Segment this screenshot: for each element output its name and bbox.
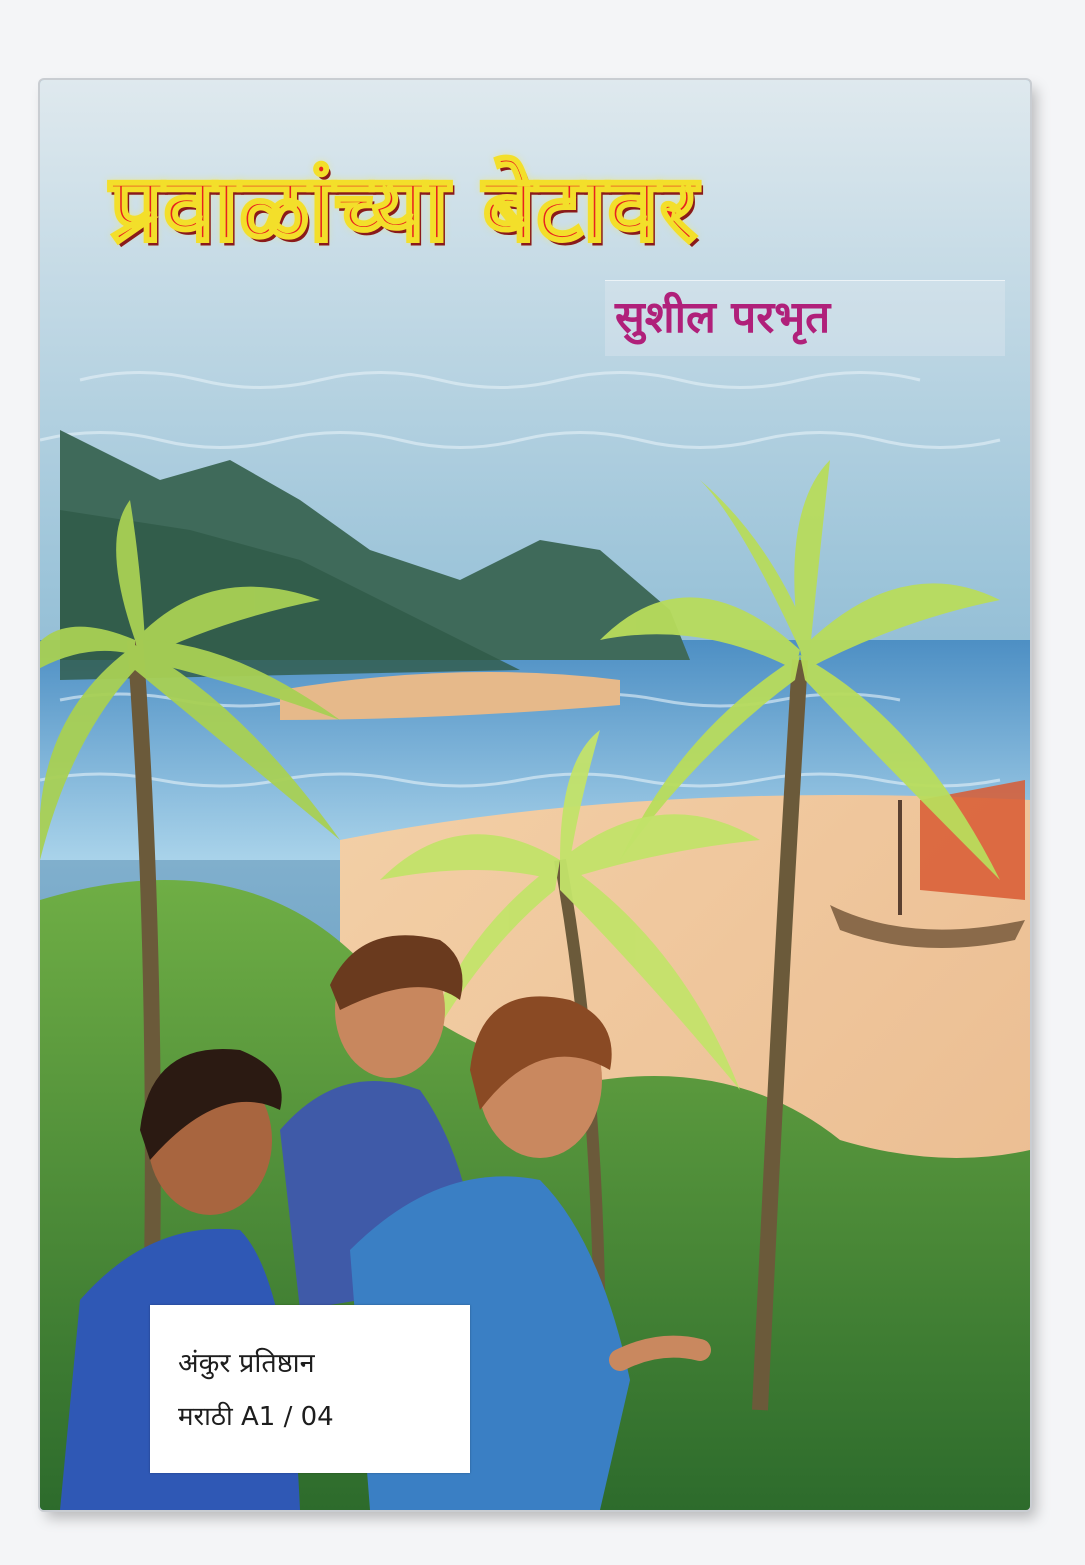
book-author: सुशील परभृत: [615, 292, 831, 343]
library-call-number: मराठी A1 / 04: [178, 1402, 334, 1432]
book-cover: [40, 80, 1030, 1510]
book-title: प्रवाळांच्या बेटावर: [110, 155, 699, 262]
library-name: अंकुर प्रतिष्ठान: [178, 1348, 315, 1379]
library-label: [150, 1305, 470, 1473]
